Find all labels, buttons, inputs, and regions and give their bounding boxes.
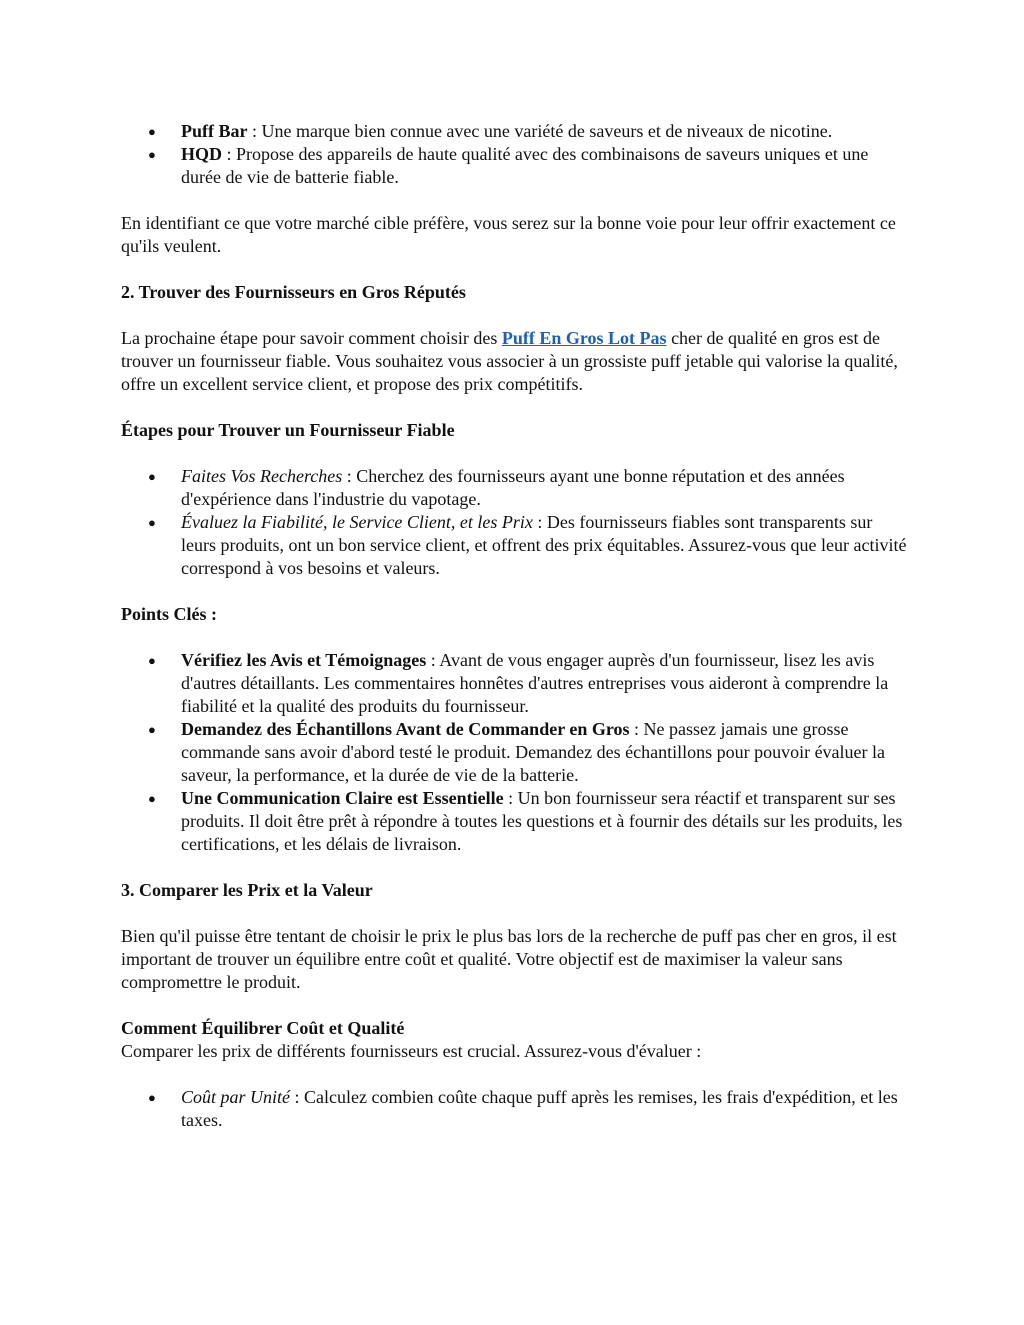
subsection-heading: Points Clés : xyxy=(121,604,217,624)
list-item-term: HQD xyxy=(181,144,223,164)
list-item-text: : Calculez combien coûte chaque puff après les remises, les frais d'expédition, et les taxes. xyxy=(181,1087,898,1130)
list-item-text: : Cherchez des fournisseurs ayant une bonne réputation et des années d'expérience dans l'industrie du vapotage. xyxy=(181,466,845,509)
subsection-heading: Comment Équilibrer Coût et Qualité xyxy=(121,1018,405,1038)
list-item-text: : Un bon fournisseur sera réactif et transparent sur ses produits. Il doit être prêt à répondre à toutes les questions et à fournir des détails sur les produits, les certifications, et les délais de livraison. xyxy=(181,788,903,854)
list-item-text: : Des fournisseurs fiables sont transparents sur leurs produits, ont un bon service client, et offrent des prix équitables. Assurez-vous que leur activité correspond à vos besoins et valeurs. xyxy=(181,512,907,578)
steps-list xyxy=(121,465,911,580)
key-points-list xyxy=(121,649,911,856)
bullet-icon: ● xyxy=(148,147,156,162)
brand-list xyxy=(121,120,911,189)
list-item-term: Coût par Unité xyxy=(181,1087,291,1107)
list-item-text: : Avant de vous engager auprès d'un fournisseur, lisez les avis d'autres détaillants. Les commentaires honnêtes d'autres entreprises vous aideront à comprendre la fiabilité et la qualité des produits du fournisseur. xyxy=(181,650,889,716)
list-item xyxy=(121,143,911,189)
list-item-term: Demandez des Échantillons Avant de Commander en Gros xyxy=(181,719,630,739)
list-item-term: Vérifiez les Avis et Témoignages xyxy=(181,650,427,670)
cost-list xyxy=(121,1086,911,1132)
list-item xyxy=(121,511,911,580)
paragraph-text: La prochaine étape pour savoir comment choisir des xyxy=(121,328,502,348)
bullet-icon: ● xyxy=(148,653,156,668)
list-item-term: Évaluez la Fiabilité, le Service Client, et les Prix xyxy=(181,512,533,532)
list-item xyxy=(121,120,911,143)
document-page xyxy=(121,120,911,1132)
list-item xyxy=(121,1086,911,1132)
subsection-heading: Étapes pour Trouver un Fournisseur Fiable xyxy=(121,420,455,440)
paragraph-with-link xyxy=(121,327,911,396)
list-item-text: : Ne passez jamais une grosse commande sans avoir d'abord testé le produit. Demandez des échantillons pour pouvoir évaluer la saveur, la performance, et la durée de vie de la batterie. xyxy=(181,719,886,785)
list-item xyxy=(121,787,911,856)
bullet-icon: ● xyxy=(148,722,156,737)
paragraph: Comparer les prix de différents fournisseurs est crucial. Assurez-vous d'évaluer : xyxy=(121,1041,702,1061)
list-item xyxy=(121,465,911,511)
puff-en-gros-link[interactable]: Puff En Gros Lot Pas xyxy=(501,328,667,348)
list-item-text: : Propose des appareils de haute qualité avec des combinaisons de saveurs uniques et une durée de vie de batterie fiable. xyxy=(181,144,869,187)
paragraph-text: cher de qualité en gros est de trouver un fournisseur fiable. Vous souhaitez vous associer à un grossiste puff jetable qui valorise la qualité, offre un excellent service client, et propose des prix compétitifs. xyxy=(121,328,898,394)
list-item xyxy=(121,649,911,718)
bullet-icon: ● xyxy=(148,124,156,139)
section-heading: 3. Comparer les Prix et la Valeur xyxy=(121,880,373,900)
bullet-icon: ● xyxy=(148,1090,156,1105)
list-item-term: Faites Vos Recherches xyxy=(181,466,343,486)
bullet-icon: ● xyxy=(148,515,156,530)
list-item-text: : Une marque bien connue avec une variété de saveurs et de niveaux de nicotine. xyxy=(247,121,833,141)
list-item xyxy=(121,718,911,787)
list-item-term: Une Communication Claire est Essentielle xyxy=(181,788,504,808)
list-item-term: Puff Bar xyxy=(181,121,248,141)
paragraph: En identifiant ce que votre marché cible préfère, vous serez sur la bonne voie pour leur offrir exactement ce qu'ils veulent. xyxy=(121,213,896,256)
bullet-icon: ● xyxy=(148,791,156,806)
bullet-icon: ● xyxy=(148,469,156,484)
section-heading: 2. Trouver des Fournisseurs en Gros Réputés xyxy=(121,282,466,302)
paragraph: Bien qu'il puisse être tentant de choisir le prix le plus bas lors de la recherche de puff pas cher en gros, il est important de trouver un équilibre entre coût et qualité. Votre objectif est de maximiser la valeur sans compromettre le produit. xyxy=(121,926,897,992)
